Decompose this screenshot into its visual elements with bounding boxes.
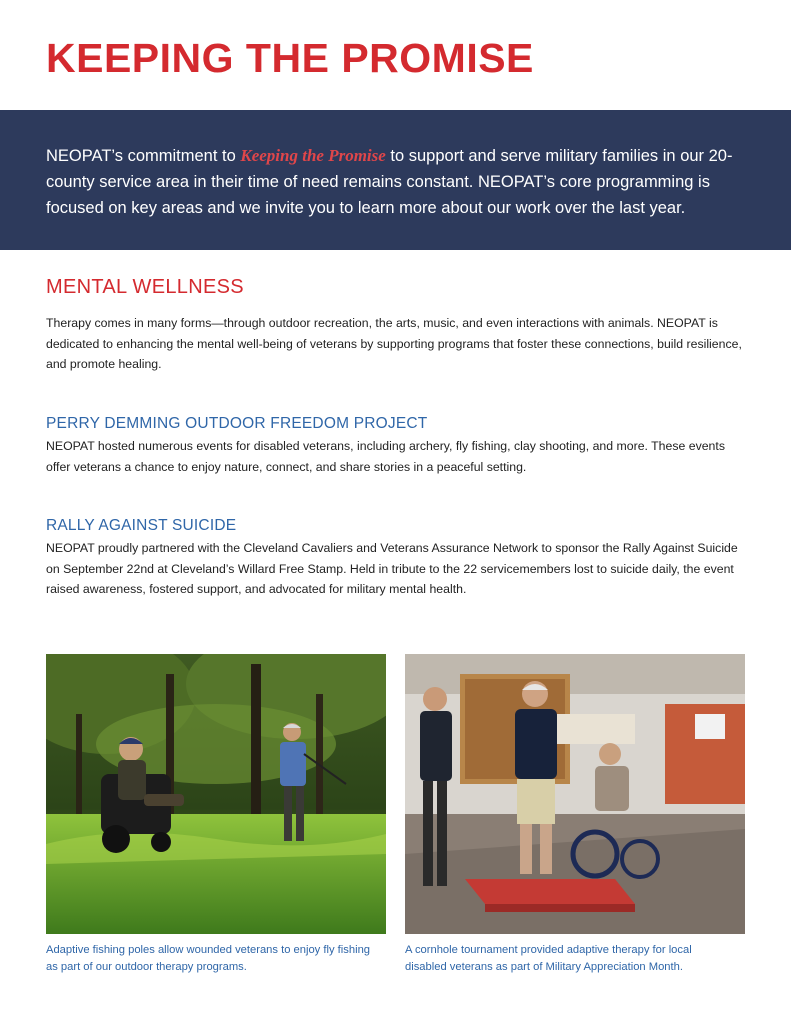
- rally-body: NEOPAT proudly partnered with the Cleveland Cavaliers and Veterans Assurance Network to sponsor the Rally Against Suicide on September 22nd at Cleveland’s Willard Free Stamp. Held in tribute to the 22 servicemembers lost to suicide daily, the event raised awareness, fostered support, and advocated for military mental health.: [46, 541, 738, 596]
- page-title: KEEPING THE PROMISE: [46, 35, 534, 81]
- fishing-photo-caption: Adaptive fishing poles allow wounded veterans to enjoy fly fishing as part of our outdoor therapy programs.: [46, 944, 371, 973]
- intro-text: [46, 143, 746, 221]
- mental-wellness-heading: MENTAL WELLNESS: [46, 276, 244, 298]
- perry-demming-heading: PERRY DEMMING OUTDOOR FREEDOM PROJECT: [46, 415, 428, 432]
- intro-text-start: NEOPAT’s commitment to: [46, 147, 241, 165]
- perry-demming-body: NEOPAT hosted numerous events for disabled veterans, including archery, fly fishing, clay shooting, and more. These events offer veterans a chance to enjoy nature, connect, and share stories in a peaceful setting.: [46, 439, 725, 474]
- cornhole-photo-caption: A cornhole tournament provided adaptive therapy for local disabled veterans as part of Military Appreciation Month.: [405, 944, 692, 973]
- intro-text-end: to support and serve military families in our 20-county service area in their time of need remains constant. NEOPAT’s core programming is focused on key areas and we invite you to learn more about our work over the last year.: [46, 147, 733, 217]
- fishing-photo: [46, 654, 386, 934]
- rally-heading: RALLY AGAINST SUICIDE: [46, 517, 237, 534]
- intro-banner: [0, 110, 791, 250]
- mental-wellness-body: Therapy comes in many forms—through outdoor recreation, the arts, music, and even interactions with animals. NEOPAT is dedicated to enhancing the mental well-being of veterans by supporting programs that foster these connections, build resilience, and promote healing.: [46, 316, 742, 371]
- cornhole-photo: [405, 654, 745, 934]
- intro-emphasis: Keeping the Promise: [240, 146, 386, 165]
